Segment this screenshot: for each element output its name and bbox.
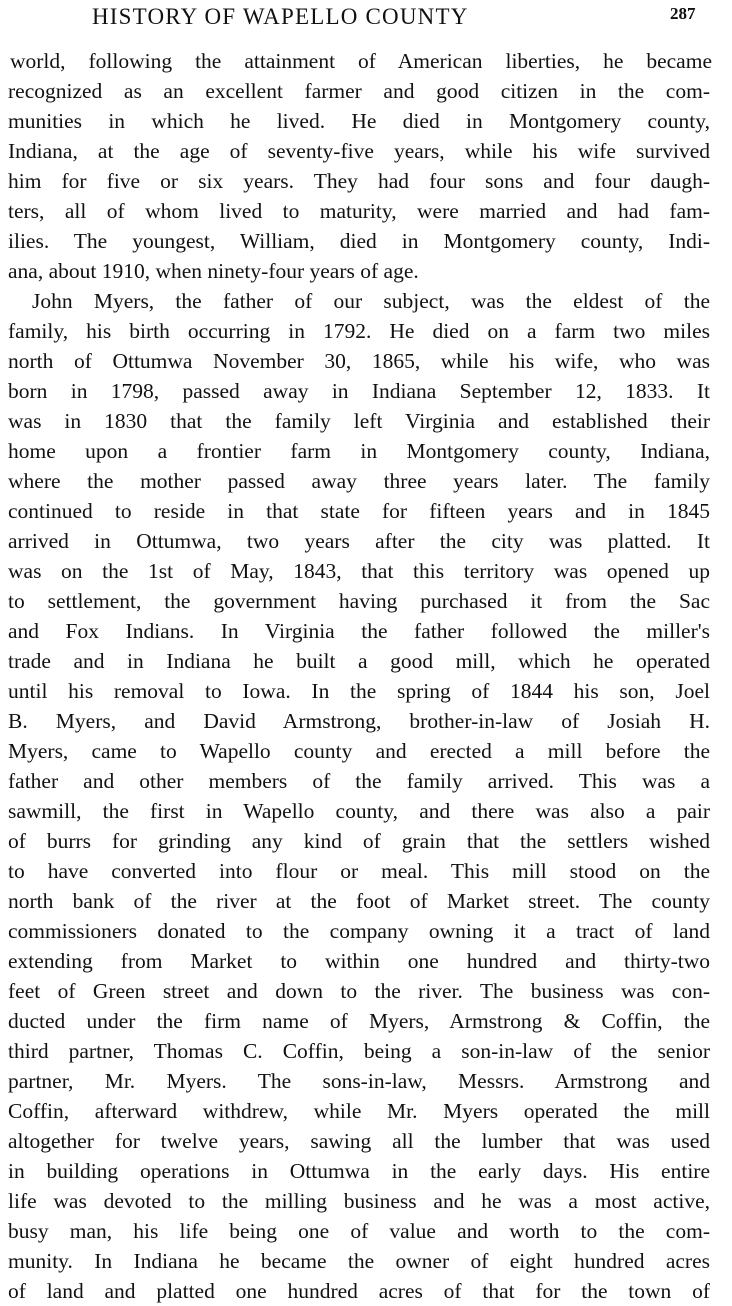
text-line: and Fox Indians. In Virginia the father followed the miller's [8, 619, 710, 643]
text-line: continued to reside in that state for fifteen years and in 1845 [8, 499, 710, 523]
text-line: sawmill, the first in Wapello county, and there was also a pair [8, 799, 710, 823]
text-line: altogether for twelve years, sawing all the lumber that was used [8, 1129, 710, 1153]
page-number: 287 [670, 4, 696, 23]
text-line: B. Myers, and David Armstrong, brother-in-law of Josiah H. [8, 709, 710, 733]
text-line: him for five or six years. They had four sons and four daugh- [8, 169, 710, 193]
text-line: ilies. The youngest, William, died in Montgomery county, Indi- [8, 229, 710, 253]
text-line: third partner, Thomas C. Coffin, being a son-in-law of the senior [8, 1039, 710, 1063]
text-line: life was devoted to the milling business and he was a most active, [8, 1189, 710, 1213]
text-line: busy man, his life being one of value and worth to the com- [8, 1219, 710, 1243]
text-line: ana, about 1910, when ninety-four years of age. [8, 259, 419, 283]
text-line: family, his birth occurring in 1792. He died on a farm two miles [8, 319, 710, 343]
text-line: feet of Green street and down to the river. The business was con- [8, 979, 710, 1003]
text-line: in building operations in Ottumwa in the early days. His entire [8, 1159, 710, 1183]
text-line: world, following the attainment of American liberties, he became [10, 49, 712, 73]
text-line: where the mother passed away three years later. The family [8, 469, 710, 493]
text-line: Indiana, at the age of seventy-five years, while his wife survived [8, 139, 710, 163]
text-line: north bank of the river at the foot of Market street. The county [8, 889, 710, 913]
text-line: partner, Mr. Myers. The sons-in-law, Messrs. Armstrong and [8, 1069, 710, 1093]
text-line: ducted under the firm name of Myers, Armstrong & Coffin, the [8, 1009, 710, 1033]
running-header [0, 0, 732, 40]
text-line: commissioners donated to the company owning it a tract of land [8, 919, 710, 943]
text-line: until his removal to Iowa. In the spring of 1844 his son, Joel [8, 679, 710, 703]
text-line: munity. In Indiana he became the owner of eight hundred acres [8, 1249, 710, 1273]
text-line: home upon a frontier farm in Montgomery county, Indiana, [8, 439, 710, 463]
text-line: arrived in Ottumwa, two years after the city was platted. It [8, 529, 710, 553]
text-line: was on the 1st of May, 1843, that this territory was opened up [8, 559, 710, 583]
text-line: north of Ottumwa November 30, 1865, while his wife, who was [8, 349, 710, 373]
text-line: to settlement, the government having purchased it from the Sac [8, 589, 710, 613]
text-line: father and other members of the family arrived. This was a [8, 769, 710, 793]
text-line: born in 1798, passed away in Indiana September 12, 1833. It [8, 379, 710, 403]
text-line: extending from Market to within one hundred and thirty-two [8, 949, 710, 973]
text-line: of land and platted one hundred acres of that for the town of [8, 1279, 710, 1303]
text-line: Myers, came to Wapello county and erected a mill before the [8, 739, 710, 763]
text-line: was in 1830 that the family left Virginia and established their [8, 409, 710, 433]
text-line: of burrs for grinding any kind of grain that the settlers wished [8, 829, 710, 853]
text-line: Coffin, afterward withdrew, while Mr. Myers operated the mill [8, 1099, 710, 1123]
text-line: munities in which he lived. He died in Montgomery county, [8, 109, 710, 133]
text-line: to have converted into flour or meal. This mill stood on the [8, 859, 710, 883]
running-head-title: HISTORY OF WAPELLO COUNTY [92, 4, 469, 29]
text-line: trade and in Indiana he built a good mill, which he operated [8, 649, 710, 673]
text-line: John Myers, the father of our subject, was the eldest of the [32, 289, 710, 313]
text-line: ters, all of whom lived to maturity, were married and had fam- [8, 199, 710, 223]
text-line: recognized as an excellent farmer and good citizen in the com- [8, 79, 710, 103]
